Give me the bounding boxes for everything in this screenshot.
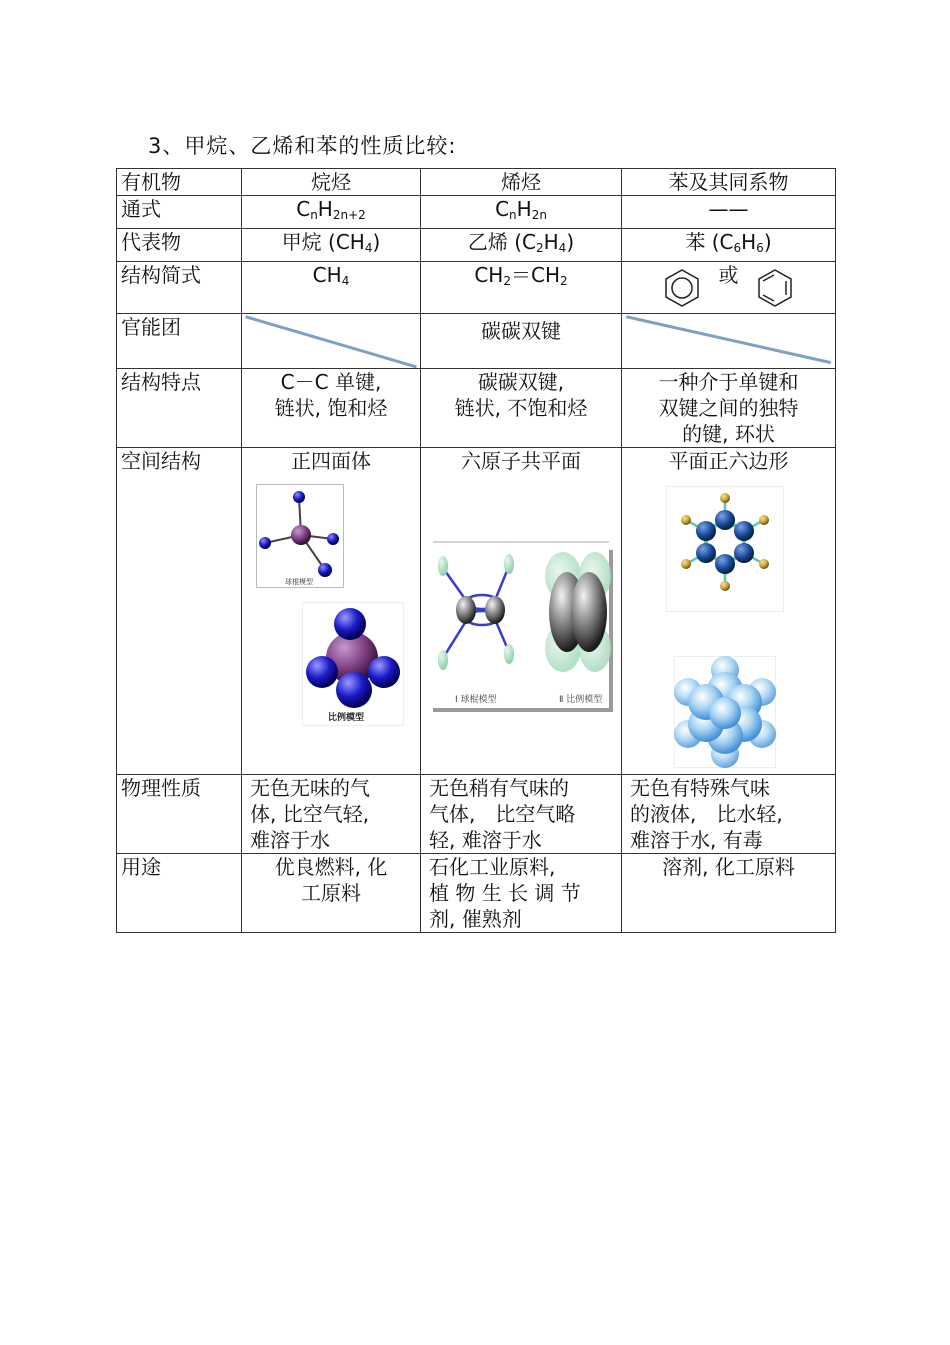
row-label-uses: 用途	[117, 854, 242, 933]
spatial-text: 六原子共平面	[461, 449, 581, 473]
spatial-text: 平面正六边形	[668, 449, 789, 473]
alkene-general-formula	[421, 196, 622, 229]
row-label-features: 结构特点	[117, 369, 242, 448]
text-part: 苯 (C	[685, 230, 734, 254]
text-line: 双键之间的独特	[658, 396, 799, 420]
text-line: 碳碳双键,	[477, 370, 565, 394]
text-line: 的液体, 比水轻,	[630, 802, 783, 826]
text-part: 乙烯 (C	[467, 230, 536, 254]
methane-space-filling-model	[302, 602, 404, 726]
ethylene-models-image	[433, 540, 613, 712]
alkene-uses	[421, 854, 622, 933]
header-alkene: 烯烃	[421, 169, 622, 196]
text-line: 优良燃料, 化	[274, 855, 388, 879]
text-line: 轻, 难溶于水	[429, 828, 542, 852]
text-part: )	[372, 230, 381, 254]
row-label-formula: 通式	[117, 196, 242, 229]
text-line: 无色无味的气	[250, 776, 370, 800]
text-part: )	[566, 230, 575, 254]
formula-sub: n	[310, 208, 318, 222]
text-part: CH	[474, 263, 504, 287]
comparison-table	[116, 168, 836, 933]
functional-group-row	[117, 314, 836, 369]
text-part: 甲烷 (CH	[281, 230, 365, 254]
formula-row	[117, 196, 836, 229]
text-part: CH	[312, 263, 342, 287]
text-line: 难溶于水, 有毒	[630, 828, 763, 852]
row-label-representative: 代表物	[117, 229, 242, 262]
row-label-spatial: 空间结构	[117, 448, 242, 775]
text-line: 链状, 不饱和烃	[454, 396, 588, 420]
row-label-functional-group: 官能团	[117, 314, 242, 369]
formula-sub: 2n+2	[332, 208, 366, 222]
row-label-structure: 结构简式	[117, 262, 242, 314]
formula-sub: 2	[535, 241, 544, 255]
header-alkane: 烷烃	[242, 169, 421, 196]
alkene-physical	[421, 775, 622, 854]
alkene-features	[421, 369, 622, 448]
ethylene-cell	[421, 229, 622, 262]
text-line: 石化工业原料,	[429, 855, 556, 879]
benzene-cell	[622, 229, 836, 262]
text-part: ＝CH	[511, 263, 561, 287]
header-row	[117, 169, 836, 196]
methane-ball-stick-model	[256, 484, 344, 588]
formula-sub: 2	[560, 274, 568, 288]
benzene-ball-stick-model	[666, 486, 784, 612]
alkane-physical	[242, 775, 421, 854]
methane-structure	[242, 262, 421, 314]
alkane-functional-group-empty	[242, 314, 421, 369]
text-part: )	[763, 230, 772, 254]
benzene-space-filling-model	[674, 656, 776, 768]
ethylene-spatial	[421, 448, 622, 775]
uses-row	[117, 854, 836, 933]
spatial-row	[117, 448, 836, 775]
formula-sub: 2n	[531, 208, 547, 222]
formula-part: C	[495, 197, 510, 221]
formula-part: H	[516, 197, 532, 221]
text-part: H	[741, 230, 757, 254]
text-line: C－C 单键,	[280, 370, 382, 394]
spatial-text: 正四面体	[291, 449, 371, 473]
model-caption: Ⅱ 比例模型	[559, 695, 603, 705]
benzene-structure	[622, 262, 836, 314]
text-line: 的键, 环状	[682, 422, 775, 446]
text-line: 难溶于水	[250, 828, 330, 852]
model-caption: 比例模型	[328, 713, 365, 723]
representative-row	[117, 229, 836, 262]
methane-cell	[242, 229, 421, 262]
formula-sub: 4	[364, 241, 373, 255]
header-benzene: 苯及其同系物	[622, 169, 836, 196]
alkane-uses	[242, 854, 421, 933]
formula-sub: 6	[756, 241, 764, 255]
diagonal-slash-icon	[622, 314, 835, 368]
benzene-physical	[622, 775, 836, 854]
text-line: 气体, 比空气略	[429, 802, 576, 826]
formula-part: C	[296, 197, 311, 221]
formula-part: H	[317, 197, 333, 221]
benzene-features	[622, 369, 836, 448]
structure-row	[117, 262, 836, 314]
benzene-kekule-formula-icon	[755, 266, 795, 310]
benzene-spatial	[622, 448, 836, 775]
text-line: 植 物 生 长 调 节	[429, 881, 581, 905]
section-heading: 3、甲烷、乙烯和苯的性质比较:	[148, 134, 457, 158]
features-row	[117, 369, 836, 448]
text-line: 无色稍有气味的	[429, 776, 569, 800]
benzene-general-formula: ——	[622, 196, 836, 229]
formula-sub: 2	[503, 274, 511, 288]
text-line: 工原料	[301, 881, 361, 905]
methane-spatial	[242, 448, 421, 775]
alkane-features	[242, 369, 421, 448]
formula-sub: 6	[733, 241, 742, 255]
alkane-general-formula	[242, 196, 421, 229]
ethylene-structure	[421, 262, 622, 314]
formula-sub: 4	[341, 274, 350, 288]
text-line: 剂, 催熟剂	[429, 907, 522, 931]
text-part: H	[543, 230, 559, 254]
model-caption: 球棍模型	[285, 578, 313, 586]
model-caption: Ⅰ 球棍模型	[455, 695, 497, 705]
benzene-circle-formula-icon	[662, 266, 702, 310]
alkene-functional-group: 碳碳双键	[421, 314, 622, 369]
text-line: 体, 比空气轻,	[250, 802, 370, 826]
benzene-uses: 溶剂, 化工原料	[622, 854, 836, 933]
text-line: 无色有特殊气味	[630, 776, 770, 800]
text-line: 链状, 饱和烃	[274, 396, 388, 420]
physical-row	[117, 775, 836, 854]
diagonal-slash-icon	[242, 314, 420, 368]
row-label-physical: 物理性质	[117, 775, 242, 854]
formula-sub: 4	[558, 241, 567, 255]
formula-sub: n	[509, 208, 517, 222]
or-text: 或	[718, 263, 739, 287]
benzene-functional-group-empty	[622, 314, 836, 369]
text-line: 一种介于单键和	[658, 370, 799, 394]
row-label-organic: 有机物	[117, 169, 242, 196]
